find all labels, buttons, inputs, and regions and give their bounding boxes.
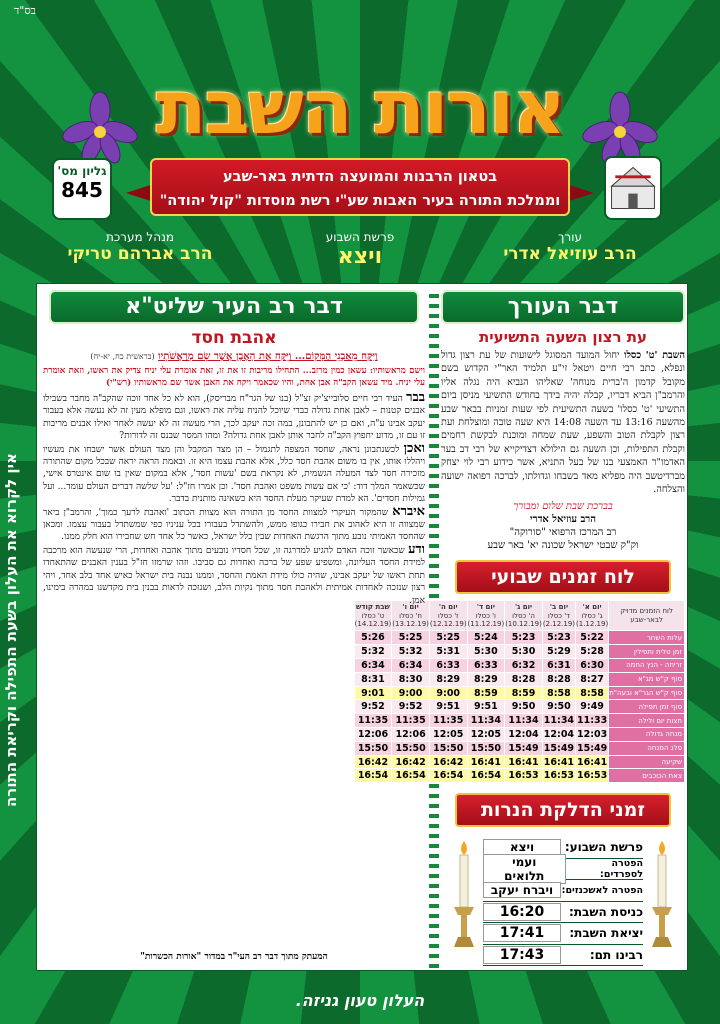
verse-ref: (בראשית כח, יא-יח) — [90, 352, 155, 361]
rabbi-heading: דבר רב העיר שליט"א — [49, 290, 419, 324]
rabbi-paragraph — [43, 440, 425, 506]
zmanim-time-cell: 11:35 — [392, 714, 430, 728]
signature-title: רב המרכז הרפואי "סורוקה" — [509, 527, 617, 539]
zmanim-time-cell: 6:30 — [576, 659, 609, 673]
zmanim-time-cell: 8:58 — [542, 686, 575, 700]
footer-notice: העלון טעון גניזה. — [295, 991, 425, 1010]
zmanim-time-cell: 11:35 — [354, 714, 392, 728]
zmanim-time-cell: 16:54 — [429, 769, 467, 783]
day-date: ו' כסלו (11.12.19) — [467, 611, 505, 629]
day-date: ה' כסלו (10.12.19) — [505, 611, 542, 629]
zmanim-time-cell: 5:24 — [467, 631, 505, 645]
paragraph-lead: ואכן — [403, 440, 425, 456]
zmanim-time-cell: 6:33 — [467, 659, 505, 673]
publisher-banner — [150, 158, 570, 216]
zmanim-time-cell: 16:41 — [543, 756, 575, 768]
bsd-mark: בס"ד — [14, 4, 36, 17]
rabbi-paragraph — [43, 503, 425, 544]
zmanim-time-cell: 12:05 — [467, 728, 505, 742]
zmanim-time-cell: 5:30 — [467, 645, 505, 659]
zmanim-time-cell: 15:49 — [543, 742, 575, 754]
zmanim-time-cell: 6:34 — [354, 659, 392, 673]
zmanim-time-cell: 12:03 — [576, 728, 608, 740]
editor-heading: דבר העורך — [441, 290, 685, 324]
zmanim-time-cell: 16:41 — [467, 755, 505, 769]
editor-signature — [441, 500, 685, 552]
day-name: יום ד' — [476, 603, 495, 612]
paragraph-body: העיד רבי חיים סלובייצ'יק זצ"ל (בנו של הגר"ח מבריסק), הוא לא כל אחד זוכה שהקב"ה מחבר בשבילו אבנים קטנות – לאבן אחת גדולה כבדי שיוכל להניח עליה את ראשו, וגם מופלא מעין זה לא נעשה אלא בעבור יעקב אבינו ע"ה, ואם כן יש להתבונן, במה זכה יעקב לכך, הרי מעשה זה לא יעשה לאחר ואילו אבנים מריבות זו עם זו, מדוע יחפוץ הקב"ה לחבר אותן לאבן אחת גדולה? ומהו המסר שבנס זה לדורות? — [43, 394, 425, 442]
zmanim-row-label: שקיעה — [609, 755, 685, 769]
zmanim-row-label: זריחה - הנץ החמה — [609, 659, 685, 673]
zmanim-time-cell: 11:35 — [429, 714, 467, 728]
zmanim-time-cell: 9:50 — [505, 700, 543, 714]
candle-row — [483, 945, 643, 967]
zmanim-time-cell: 5:25 — [429, 631, 467, 645]
zmanim-time-cell: 16:53 — [543, 770, 575, 782]
paragraph-lead: איברא — [392, 503, 425, 519]
issue-label: גליון מס' — [57, 164, 107, 178]
zmanim-time-cell: 8:27 — [576, 672, 609, 686]
zmanim-time-cell: 8:59 — [467, 686, 505, 700]
zmanim-time-cell: 16:41 — [505, 755, 543, 769]
zmanim-time-cell: 15:50 — [467, 741, 505, 755]
zmanim-time-cell: 16:41 — [576, 756, 608, 768]
day-date: ח' כסלו (13.12.19) — [392, 611, 429, 629]
masthead — [30, 30, 690, 280]
zmanim-day-header — [576, 601, 609, 631]
day-name: יום ה' — [438, 603, 458, 612]
day-date: ט' כסלו (14.12.19) — [354, 611, 392, 629]
candle-row-value: 16:20 — [483, 903, 561, 921]
editor-name: הרב עוזיאל אדרי — [503, 244, 637, 264]
parsha-role: פרשת השבוע — [325, 230, 395, 244]
candlestick-icon — [451, 839, 477, 949]
zmanim-time-cell: 9:51 — [467, 700, 505, 714]
zmanim-time-cell: 9:50 — [542, 700, 575, 714]
candle-row-value: ועמי תלואים — [483, 854, 566, 884]
zmanim-time-cell: 5:28 — [576, 645, 609, 659]
rabbi-source: המעתק מתוך דבר רב העי"ר במדור "אורות הכשרות" — [140, 952, 328, 962]
zmanim-time-cell: 11:34 — [543, 715, 575, 727]
zmanim-day-header — [542, 601, 575, 631]
day-name: שבת קודש — [356, 603, 390, 612]
zmanim-time-cell: 5:23 — [505, 631, 543, 645]
paragraph-body: לכשנתבונן נראה, שחסד המצפה לתגמול – הן מצד המקבל והן מצד העולם אשר ישבחו את מעשיו ויהללו אותו, אין בו משום אהבת חסד כלל, אלא אהבת עצמו היא זו. ובאמת הראה יראה שבכל מקום שהתורה מזכירה חסד לצד המעלה הגשמית, לא נקראת בשם 'עשות חסד', אלא במקום שאין בו שום אינטרס אישי, שכשאמר המלך דוד: 'כי אם עשות משפט ואהבת חסד'. וכן אמרו חז"ל: 'על שלשה דברים העולם עומד... ועל גמילות חסדים'. הא למדת שעיקר מעלת החסד היא כשאינה מותנית בדבר. — [43, 444, 425, 505]
zmanim-time-cell: 12:04 — [505, 728, 543, 742]
zmanim-day-header — [505, 601, 543, 631]
zmanim-time-cell: 16:54 — [467, 769, 505, 783]
candle-row — [483, 923, 643, 945]
verse-text: וַיִּקַּח מֵאַבְנֵי הַמָּקוֹם... וַיִּקַּח אֶת הָאֶבֶן אֲשֶׁר שָׂם מְרַאֲשֹׁתָיו — [158, 351, 378, 362]
editor-subheading: עת רצון השעה התשיעית — [479, 328, 647, 346]
torah-verse — [43, 350, 425, 363]
parsha-credit — [260, 230, 460, 269]
manager-name: הרב אברהם טריקי — [67, 244, 213, 264]
zmanim-time-cell: 16:53 — [505, 769, 543, 783]
zmanim-heading: לוח זמנים שבועי — [455, 560, 671, 594]
zmanim-time-cell: 16:42 — [392, 755, 430, 769]
candle-row-value: ויצא — [483, 839, 561, 855]
zmanim-time-cell: 8:58 — [576, 686, 609, 700]
candle-row-value: 17:41 — [483, 924, 561, 942]
candles-heading: זמני הדלקת הנרות — [455, 793, 671, 827]
zmanim-time-cell: 11:33 — [576, 715, 608, 727]
candle-row-key: פרשת השבוע: — [564, 840, 643, 855]
zmanim-row-label: סוף זמן תפילה — [609, 700, 685, 714]
signature-name: הרב עוזיאל אדרי — [530, 514, 596, 526]
zmanim-time-cell: 11:34 — [467, 714, 505, 728]
rabbi-text — [43, 392, 425, 607]
zmanim-time-cell: 5:25 — [392, 631, 430, 645]
zmanim-time-cell: 8:30 — [392, 672, 430, 686]
zmanim-time-cell: 15:50 — [354, 741, 392, 755]
zmanim-row-label: חצות יום ולילה — [609, 714, 685, 728]
zmanim-time-cell: 6:33 — [429, 659, 467, 673]
candle-row-value: 17:43 — [483, 946, 561, 964]
day-date: ד' כסלו (2.12.19) — [542, 611, 576, 629]
zmanim-time-cell: 9:00 — [392, 686, 430, 700]
day-name: יום א' — [582, 603, 602, 612]
candle-row-key: רבינו תם: — [589, 947, 643, 962]
zmanim-time-cell: 8:29 — [429, 672, 467, 686]
manager-role: מנהל מערכת — [105, 230, 175, 244]
signature-blessing: בברכת שבת שלום ומבורך — [513, 501, 613, 513]
day-name: יום ו' — [402, 603, 419, 612]
candlestick-icon — [649, 839, 675, 949]
zmanim-time-cell: 15:49 — [576, 742, 608, 754]
zmanim-corner-label: לוח הזמנים מדויק לבאר-שבע — [609, 601, 685, 631]
editor-text-lead: השבת 'ט' כסלו — [623, 350, 685, 361]
candle-row — [483, 854, 643, 883]
zmanim-time-cell: 8:59 — [505, 686, 543, 700]
zmanim-row-label: מנחה גדולה — [609, 728, 685, 742]
side-notice: אין לקרוא את העלון בשעת התפילה וקריאת התורה — [2, 453, 20, 807]
zmanim-time-cell: 5:32 — [392, 645, 430, 659]
staff-row — [30, 230, 690, 284]
zmanim-time-cell: 16:54 — [392, 769, 430, 783]
zmanim-row-label: סוף ק"ש הגר"א ובעה"ת — [609, 686, 685, 700]
institution-logo-icon — [604, 156, 662, 220]
zmanim-time-cell: 9:52 — [392, 700, 430, 714]
signature-sub: וק"ק שבטי ישראל שכונה יא' באר שבע — [487, 540, 639, 552]
zmanim-time-cell: 8:31 — [354, 672, 392, 686]
zmanim-row-label: זמן טלית ותפילין — [609, 645, 685, 659]
candle-row-key: כניסת השבת: — [569, 904, 643, 919]
editor-text-body: יחול המועד המסוגל לישועות של עת רצון גדול ונפלא, כתב רבי חיים ויטאל זי"ע תלמיד האר"י הקדוש בשם מקובל קדמון ה'ברית מנוחה' שאליהו הנביא היה נגלה אליו והרמב"ן הביא דבריו, קבלה יהיה בידך בחודש התשיעי מניסן ביום התשיעי 'ט' כסלו' בשעה התשיעית לפי שעות זמניות בבאר שבע מהשעה 13:16 עד השעה 14:08 היא שעה טובה ומוצלחת ועת רצון לקבלת הטוב והשפע, שעת שמחה ומוכנת לבקשת רחמים וקבלת התפילות, וכן השעה גם הילולא דצדיקייא של רבי דב בער האדמו"ר האמצעי בנו של בעל התניא, אשר כידוע רבי לוי יצחק מברדיטשב היה מפליא מאד בשבחו וגדולתו, לברכה רפואה ישועה והצלחה. — [441, 350, 685, 496]
zmanim-time-cell: 16:53 — [576, 770, 608, 782]
zmanim-time-cell: 12:04 — [543, 728, 575, 740]
banner-line: בטאון הרבנות והמועצה הדתית באר-שבע — [222, 169, 498, 185]
zmanim-time-cell: 6:31 — [542, 659, 575, 673]
manager-credit — [30, 230, 250, 264]
candle-row-key: הפטרה לספרדים: — [600, 857, 643, 880]
zmanim-time-cell: 6:34 — [392, 659, 430, 673]
content-panel — [36, 283, 688, 971]
zmanim-time-cell: 5:26 — [354, 631, 392, 645]
day-date: ג' כסלו (1.12.19) — [576, 611, 609, 629]
paragraph-lead: ודע — [408, 541, 425, 557]
zmanim-time-cell: 9:01 — [354, 686, 392, 700]
rabbi-paragraph — [43, 392, 425, 443]
zmanim-time-cell: 12:06 — [392, 728, 430, 742]
candle-row-value: ויברח יעקב — [483, 882, 561, 898]
zmanim-time-cell: 15:49 — [505, 741, 543, 755]
day-name: יום ב' — [549, 603, 569, 612]
zmanim-day-header — [429, 601, 467, 631]
zmanim-time-cell: 5:23 — [542, 631, 575, 645]
zmanim-time-cell: 5:30 — [505, 645, 543, 659]
editor-text — [441, 349, 685, 496]
zmanim-time-cell: 5:22 — [576, 631, 609, 645]
rabbi-column — [43, 290, 425, 966]
issue-number: 845 — [61, 178, 103, 202]
candle-row-key: הפטרה לאשכנזים: — [561, 884, 643, 896]
zmanim-time-cell: 5:32 — [354, 645, 392, 659]
zmanim-time-cell: 15:50 — [429, 741, 467, 755]
zmanim-time-cell: 11:34 — [505, 714, 543, 728]
candle-rows — [483, 837, 643, 966]
candle-row — [483, 902, 643, 924]
zmanim-time-cell: 5:31 — [429, 645, 467, 659]
zmanim-time-cell: 9:00 — [429, 686, 467, 700]
zmanim-time-cell: 16:42 — [354, 755, 392, 769]
paragraph-lead: בבר — [406, 390, 425, 405]
day-name: יום ג' — [514, 603, 533, 612]
rashi-quote: וישם מראשותיו: עשאן כמין מרזב... התחילו מריבות זו את זו, זאת אומרת עלי יניח צדיק את ראשו, וזאת אומרת עלי יניח. מיד עשאן הקב"ה אבן אחת, והיו שכאמר ויקח את האבן אשר שם מראשותיו (רש"י) — [43, 366, 425, 388]
zmanim-time-cell: 9:51 — [429, 700, 467, 714]
day-date: ז' כסלו (12.12.19) — [429, 611, 467, 629]
parsha-name: ויצא — [337, 244, 383, 269]
zmanim-row-label: עלות השחר — [609, 631, 685, 645]
rabbi-paragraph — [43, 541, 425, 607]
zmanim-row-label: סוף ק"ש מג"א — [609, 672, 685, 686]
zmanim-time-cell: 8:29 — [467, 672, 505, 686]
zmanim-time-cell: 9:49 — [576, 700, 609, 714]
paragraph-body: שכאשר זוכה האדם להגיע למדרגה זו, שכל חסדיו נובעים מתוך אהבה ואחדות, הרי שנעשה הוא מרכבה למידת החסד העליונה, ומשפיע שפע של ברכה ואחדות גם סביבו. וזהו שרמזו חז"ל בענין האבנים שהתאחדו תחת ראשו של יעקב אבינו, שהיה כולו מידת האמת והחסד, וממנו נבנה בית ישראל כאיש אחד בלב אחד, ויהי רצון שנזכה לאחדות אמיתית ולאהבת חסד מתוך נקיות הלב, ושנזכה לראות בבנין בית מקדשנו במהרה בימינו, אמן. — [43, 545, 425, 606]
publication-title: אורות השבת — [155, 65, 565, 151]
paragraph-body: שהמקור העיקרי למצוות החסד מן התורה הוא מצוות הכתוב 'ואהבת לרעך כמוך', והרמב"ן ביאר שמצווה זו היא לאהוב את חבירו כגופו ממש, ולהשתדל בעבורו בכל עניניו כפי שמשתדל בעבור עצמו. ומכאן שהחסד האמיתי נובע מתוך הרגשת האחדות שבין כלל ישראל, כאשר כל אחד חש שחבירו הוא חלק ממנו. — [43, 507, 425, 543]
candle-row-key: יציאת השבת: — [569, 926, 643, 941]
zmanim-time-cell: 12:06 — [354, 728, 392, 742]
zmanim-time-cell: 8:28 — [505, 672, 543, 686]
banner-line: וממלכת התורה בעיר האבות שע"י רשת מוסדות "קול יהודה" — [159, 193, 561, 209]
rabbi-subheading: אהבת חסד — [191, 328, 277, 348]
zmanim-time-cell: 5:29 — [542, 645, 575, 659]
editor-role: עורך — [558, 230, 582, 244]
zmanim-row-label: פלג המנחה — [609, 741, 685, 755]
zmanim-time-cell: 16:42 — [429, 755, 467, 769]
zmanim-time-cell: 6:32 — [505, 659, 543, 673]
zmanim-time-cell: 16:54 — [354, 769, 392, 783]
zmanim-day-header — [467, 601, 505, 631]
candle-times — [451, 833, 675, 963]
issue-number-box — [52, 158, 112, 220]
editor-credit — [470, 230, 670, 264]
zmanim-time-cell: 8:28 — [542, 672, 575, 686]
zmanim-row-label: צאת הכוכבים — [609, 769, 685, 783]
zmanim-time-cell: 9:52 — [354, 700, 392, 714]
zmanim-time-cell: 12:05 — [429, 728, 467, 742]
zmanim-time-cell: 15:50 — [392, 741, 430, 755]
